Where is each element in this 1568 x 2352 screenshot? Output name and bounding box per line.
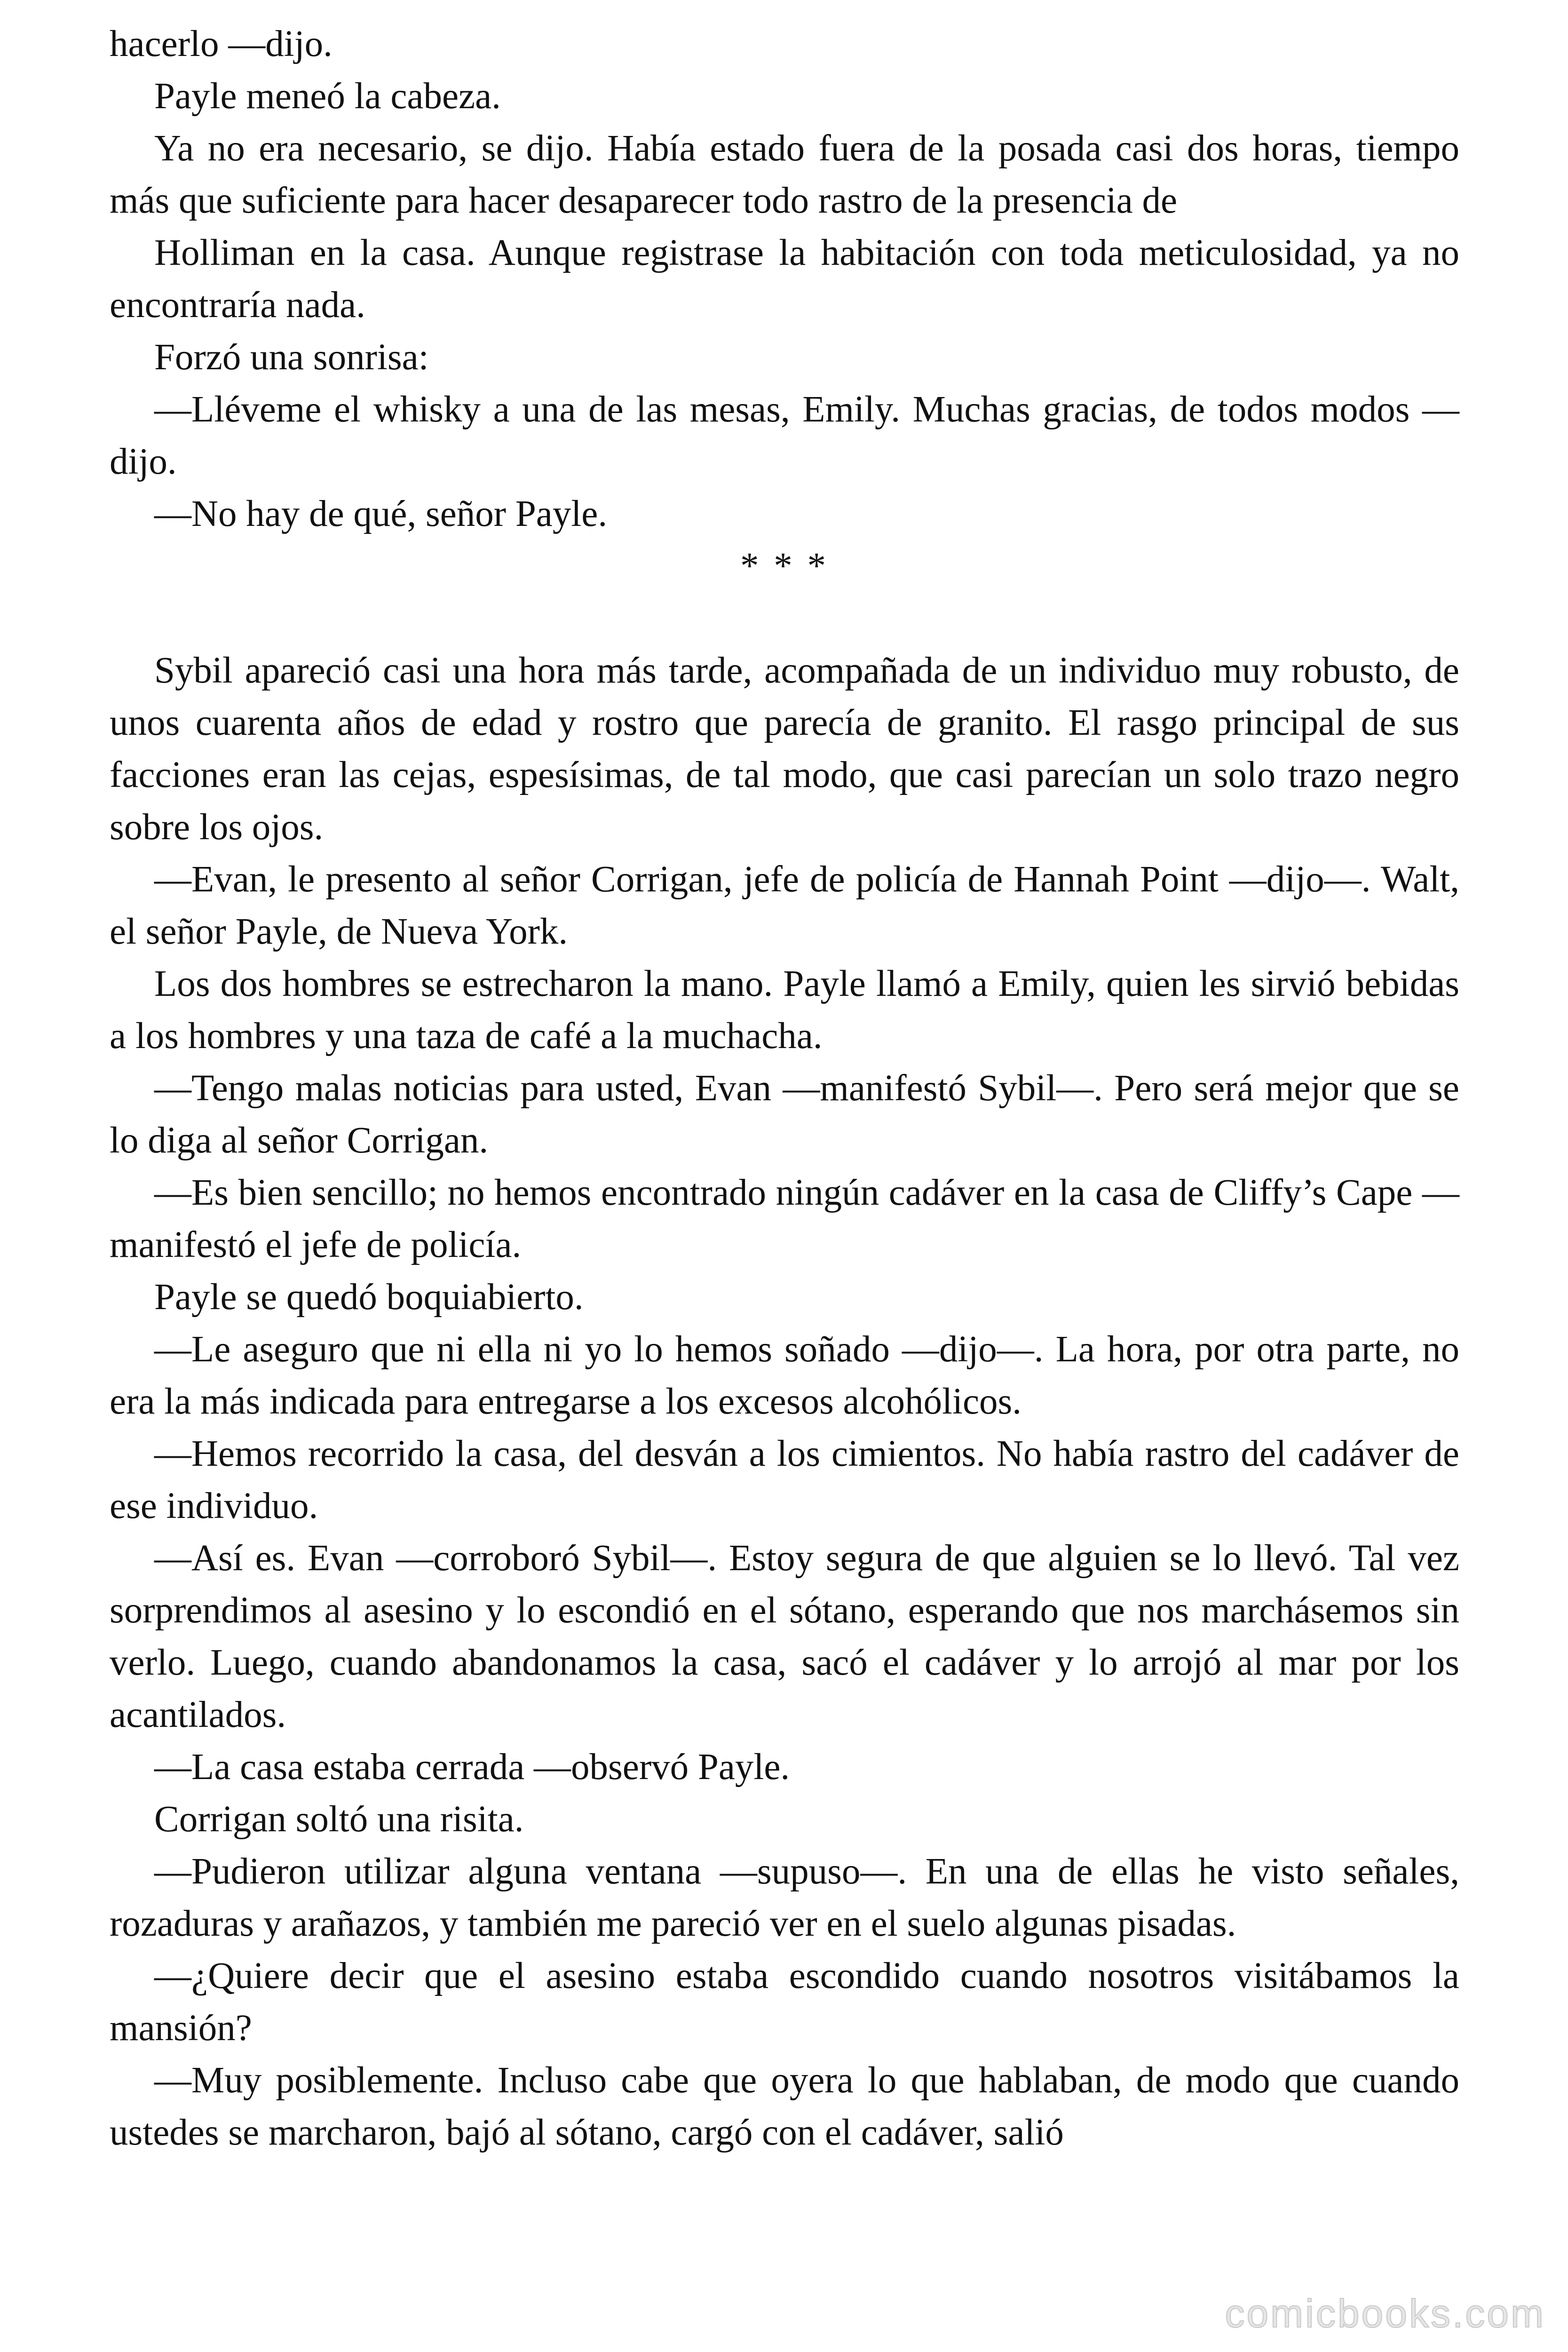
paragraph: Corrigan soltó una risita. [154, 1799, 524, 1840]
paragraph: hacerlo —dijo. [110, 24, 333, 64]
paragraph: Ya no era necesario, se dijo. Había estado fuera de la posada casi dos horas, tiempo más que suficiente para hacer desaparecer todo rastro de la presencia de [110, 128, 1459, 221]
paragraph: Sybil apareció casi una hora más tarde, acompañada de un individuo muy robusto, de unos cuarenta años de edad y rostro que parecía de granito. El rasgo principal de sus facciones eran las cejas, espesísimas, de tal modo, que casi parecían un solo trazo negro sobre los ojos. [110, 650, 1459, 848]
paragraph: —¿Quiere decir que el asesino estaba escondido cuando nosotros visitábamos la mansión? [110, 1955, 1459, 2049]
paragraph: —Es bien sencillo; no hemos encontrado ningún cadáver en la casa de Cliffy’s Cape —manifestó el jefe de policía. [110, 1172, 1459, 1265]
paragraph: —Así es. Evan —corroboró Sybil—. Estoy segura de que alguien se lo llevó. Tal vez sorprendimos al asesino y lo escondió en el sótano, esperando que nos marchásemos sin verlo. Luego, cuando abandonamos la casa, sacó el cadáver y lo arrojó al mar por los acantilados. [110, 1538, 1459, 1735]
paragraph: —Le aseguro que ni ella ni yo lo hemos soñado —dijo—. La hora, por otra parte, no era la más indicada para entregarse a los excesos alcohólicos. [110, 1329, 1459, 1422]
paragraph: —Pudieron utilizar alguna ventana —supuso—. En una de ellas he visto señales, rozaduras y arañazos, y también me pareció ver en el suelo algunas pisadas. [110, 1851, 1459, 1944]
paragraph: —Evan, le presento al señor Corrigan, jefe de policía de Hannah Point —dijo—. Walt, el señor Payle, de Nueva York. [110, 859, 1459, 952]
paragraph: Payle se quedó boquiabierto. [154, 1277, 584, 1318]
paragraph: —Muy posiblemente. Incluso cabe que oyera lo que hablaban, de modo que cuando ustedes se marcharon, bajó al sótano, cargó con el cadáver, salió [110, 2060, 1459, 2153]
paragraph: Los dos hombres se estrecharon la mano. Payle llamó a Emily, quien les sirvió bebidas a los hombres y una taza de café a la muchacha. [110, 963, 1459, 1057]
paragraph: —Hemos recorrido la casa, del desván a los cimientos. No había rastro del cadáver de ese individuo. [110, 1433, 1459, 1526]
paragraph: —Tengo malas noticias para usted, Evan —manifestó Sybil—. Pero será mejor que se lo diga al señor Corrigan. [110, 1068, 1459, 1161]
paragraph: Forzó una sonrisa: [154, 337, 429, 378]
paragraph: —La casa estaba cerrada —observó Payle. [154, 1747, 790, 1788]
watermark: comicbooks.com [1225, 2291, 1545, 2336]
paragraph: —Lléveme el whisky a una de las mesas, Emily. Muchas gracias, de todos modos —dijo. [110, 389, 1459, 482]
paragraph: Payle meneó la cabeza. [154, 76, 501, 117]
paragraph: Holliman en la casa. Aunque registrase la habitación con toda meticulosidad, ya no encontraría nada. [110, 232, 1459, 326]
paragraph: —No hay de qué, señor Payle. [154, 493, 608, 534]
scene-separator: * * * [740, 546, 829, 587]
book-page [110, 18, 1459, 2159]
